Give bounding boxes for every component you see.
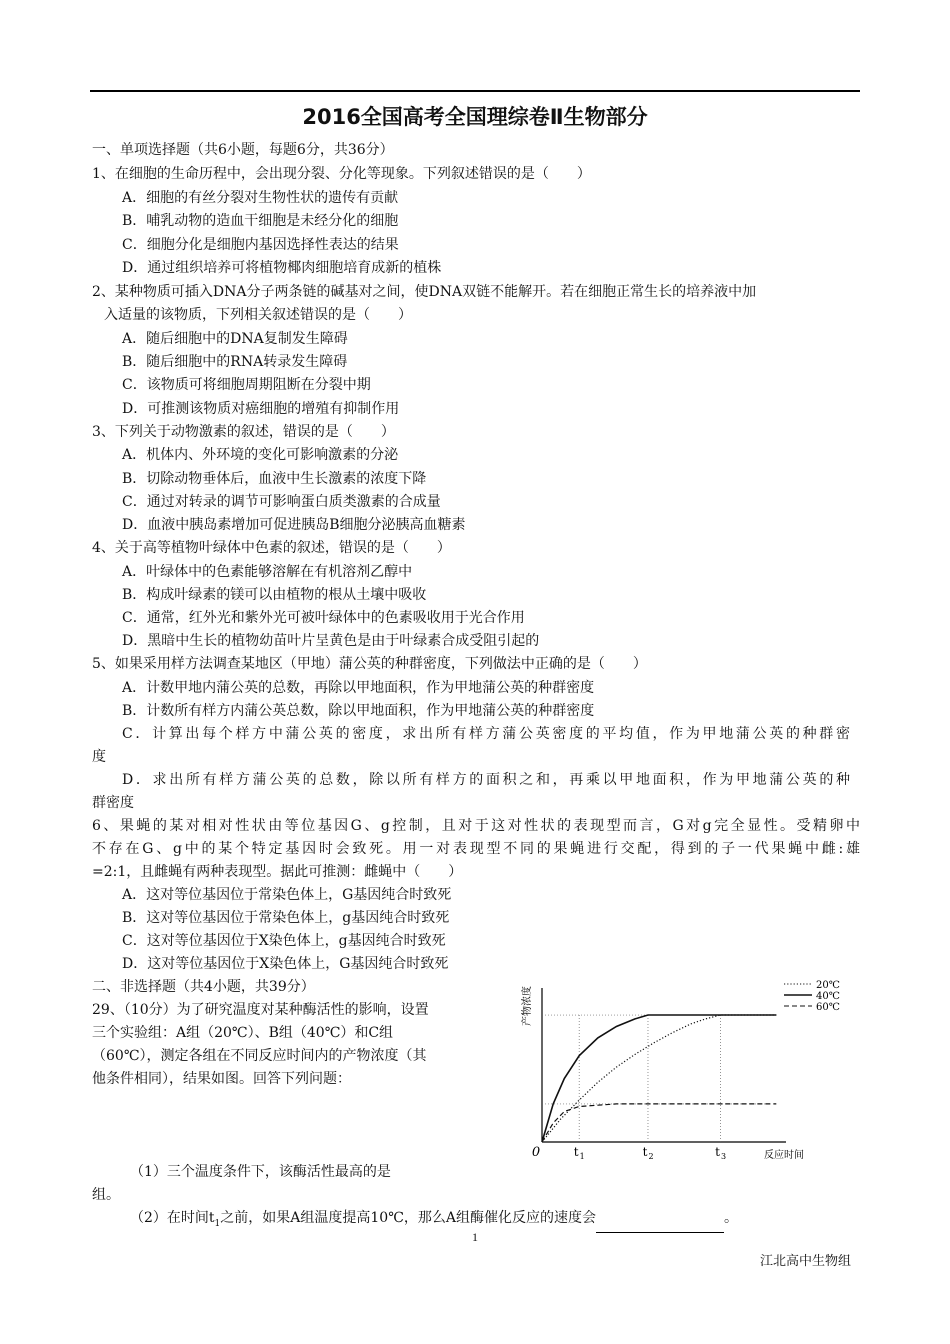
q6-option-c: C．这对等位基因位于X染色体上，g基因纯合时致死 [122, 933, 446, 949]
legend-label-1: 20℃ [816, 980, 840, 991]
q5-option-c-line1: C．计算出每个样方中蒲公英的密度，求出所有样方蒲公英密度的平均值，作为甲地蒲公英的种群密 [122, 726, 850, 742]
x-tick-sub-2: 2 [648, 1152, 654, 1161]
q4-option-a: A．叶绿体中的色素能够溶解在有机溶剂乙醇中 [122, 564, 413, 580]
q29-sub1-end: 组。 [92, 1187, 120, 1203]
q2-option-c: C．该物质可将细胞周期阻断在分裂中期 [122, 377, 371, 393]
y-axis-label: 产物浓度 [522, 986, 533, 1026]
legend-label-2: 40℃ [816, 991, 840, 1002]
q6-stem-line1: 6、果蝇的某对相对性状由等位基因G、g控制，且对于这对性状的表现型而言，G对g完全显性。受精卵中 [92, 818, 860, 834]
q4-option-d: D．黑暗中生长的植物幼苗叶片呈黄色是由于叶绿素合成受阻引起的 [122, 633, 540, 649]
q3-stem: 3、下列关于动物激素的叙述，错误的是（ ） [92, 424, 395, 440]
q29-stem-line3: （60℃），测定各组在不同反应时间内的产物浓度（其 [92, 1048, 427, 1064]
q6-stem-line2: 不存在G、g中的某个特定基因时会致死。用一对表现型不同的果蝇进行交配，得到的子一代果蝇中雌:雄 [92, 841, 860, 857]
q5-option-a: A．计数甲地内蒲公英的总数，再除以甲地面积，作为甲地蒲公英的种群密度 [122, 680, 595, 696]
section-heading-1: 一、单项选择题（共6小题，每题6分，共36分） [92, 142, 394, 158]
legend-label-3: 60℃ [816, 1002, 840, 1013]
footer-label: 江北高中生物组 [760, 1254, 852, 1269]
product-concentration-chart [508, 978, 868, 1168]
series-line-1 [542, 1015, 776, 1142]
q29-sub2-pre: （2）在时间t [130, 1210, 215, 1226]
q3-option-a: A．机体内、外环境的变化可影响激素的分泌 [122, 447, 399, 463]
origin-label: 0 [531, 1145, 541, 1160]
q29-sub2-end: 。 [723, 1210, 738, 1226]
q1-stem: 1、在细胞的生命历程中，会出现分裂、分化等现象。下列叙述错误的是（ ） [92, 166, 591, 182]
q5-option-d-line2: 群密度 [92, 795, 134, 811]
x-axis-label: 反应时间 [764, 1150, 804, 1161]
q2-option-b: B．随后细胞中的RNA转录发生障碍 [122, 354, 348, 370]
q29-stem-line2: 三个实验组：A组（20℃）、B组（40℃）和C组 [92, 1025, 394, 1041]
q29-sub2-subscript: 1 [214, 1218, 221, 1229]
q6-option-a: A．这对等位基因位于常染色体上，G基因纯合时致死 [122, 887, 452, 903]
q4-option-b: B．构成叶绿素的镁可以由植物的根从土壤中吸收 [122, 587, 427, 603]
header-rule [90, 90, 860, 92]
q4-option-c: C．通常，红外光和紫外光可被叶绿体中的色素吸收用于光合作用 [122, 610, 525, 626]
q3-option-b: B．切除动物垂体后，血液中生长激素的浓度下降 [122, 471, 427, 487]
q29-stem-line4: 他条件相同），结果如图。回答下列问题： [92, 1071, 351, 1087]
q29-sub2-post: 之前，如果A组温度提高10℃，那么A组酶催化反应的速度会 [220, 1210, 596, 1226]
q5-stem: 5、如果采用样方法调查某地区（甲地）蒲公英的种群密度，下列做法中正确的是（ ） [92, 656, 647, 672]
q6-stem-line3: =2:1，且雌蝇有两种表现型。据此可推测：雌蝇中（ ） [92, 864, 463, 880]
q1-option-c: C．细胞分化是细胞内基因选择性表达的结果 [122, 237, 399, 253]
q5-option-c-line2: 度 [92, 749, 106, 765]
x-tick-label-2: t [642, 1145, 648, 1159]
q3-option-c: C．通过对转录的调节可影响蛋白质类激素的合成量 [122, 494, 441, 510]
q3-option-d: D．血液中胰岛素增加可促进胰岛B细胞分泌胰高血糖素 [122, 517, 466, 533]
x-tick-label-1: t [573, 1145, 579, 1159]
page-title: 2016全国高考全国理综卷Ⅱ生物部分 [302, 105, 648, 129]
q1-option-b: B．哺乳动物的造血干细胞是未经分化的细胞 [122, 213, 399, 229]
series-line-3 [542, 1104, 776, 1142]
section-heading-2: 二、非选择题（共4小题，共39分） [92, 979, 315, 995]
q2-option-d: D．可推测该物质对癌细胞的增殖有抑制作用 [122, 401, 400, 417]
x-tick-sub-3: 3 [720, 1152, 727, 1161]
q1-option-a: A．细胞的有丝分裂对生物性状的遗传有贡献 [122, 190, 399, 206]
x-tick-sub-1: 1 [579, 1152, 585, 1161]
q6-option-b: B．这对等位基因位于常染色体上，g基因纯合时致死 [122, 910, 450, 926]
q4-stem: 4、关于高等植物叶绿体中色素的叙述，错误的是（ ） [92, 540, 451, 556]
q5-option-d-line1: D．求出所有样方蒲公英的总数，除以所有样方的面积之和，再乘以甲地面积，作为甲地蒲公英的种 [122, 772, 850, 788]
q6-option-d: D．这对等位基因位于X染色体上，G基因纯合时致死 [122, 956, 449, 972]
q29-stem-line1: 29、（10分）为了研究温度对某种酶活性的影响，设置 [92, 1002, 429, 1018]
q2-option-a: A．随后细胞中的DNA复制发生障碍 [122, 331, 348, 347]
q5-option-b: B．计数所有样方内蒲公英总数，除以甲地面积，作为甲地蒲公英的种群密度 [122, 703, 595, 719]
q2-stem-line1: 2、某种物质可插入DNA分子两条链的碱基对之间，使DNA双链不能解开。若在细胞正常生长的培养液中加 [92, 284, 757, 300]
q2-stem-line2: 入适量的该物质，下列相关叙述错误的是（ ） [104, 307, 412, 323]
x-tick-label-3: t [715, 1145, 720, 1159]
q29-sub1: （1）三个温度条件下，该酶活性最高的是 [130, 1164, 391, 1180]
series-line-2 [542, 1015, 776, 1142]
q1-option-d: D．通过组织培养可将植物椰肉细胞培育成新的植株 [122, 260, 442, 276]
page-number: 1 [472, 1230, 478, 1244]
